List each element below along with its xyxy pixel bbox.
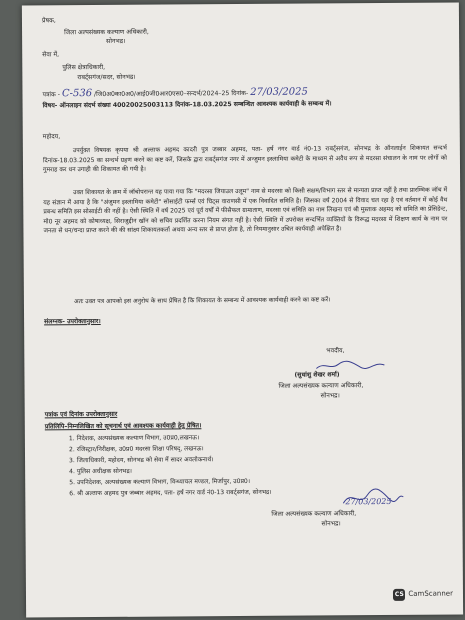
footer-sign-date: 27/03/2025 bbox=[345, 496, 392, 507]
subject bbox=[43, 99, 447, 111]
body-paragraph-3: अतः उक्त पत्र आपको इस अनुरोध के साथ प्रेषित है कि शिकायत के सम्बन्ध में आवश्यक कार्यवाही करने का कष्ट करें। bbox=[73, 296, 331, 306]
signatory-title: जिला अल्पसंख्यक कल्याण अधिकारी, bbox=[278, 382, 364, 390]
reference-suffix: /जि0अ0का0अ0/आई0जी0आर0एस0–सन्दर्भ/2024–25 दिनांक- bbox=[94, 89, 249, 99]
reference-number-handwritten: C-536 bbox=[61, 88, 93, 100]
reference-date-handwritten: 27/03/2025 bbox=[250, 86, 308, 98]
signatory-place: सोनभद्र। bbox=[320, 392, 340, 400]
document-page bbox=[22, 2, 463, 617]
closing: भवदीय, bbox=[326, 347, 345, 355]
sender-line-1: जिला अल्पसंख्यक कल्याण अधिकारी, bbox=[64, 28, 149, 37]
to-label: सेवा में, bbox=[42, 51, 60, 59]
copy-list-item: 6. श्री अल्ताफ अहमद पुत्र जब्बार अहमद, पता- हर्ष नगर वार्ड नं0-13 राबर्ट्सगंज, सोनभद्र। bbox=[69, 488, 272, 498]
subject-label: विषय- bbox=[42, 102, 58, 110]
copy-list-item: 1. निदेशक, अल्पसंख्यक कल्याण विभाग, उ0प्र0,लखनऊ। bbox=[68, 434, 200, 443]
copy-heading: पत्रांक एवं दिनांक उपरोक्तानुसार bbox=[44, 410, 118, 419]
camscanner-icon: CS bbox=[393, 589, 405, 601]
body-paragraph-2: उक्त शिकायत के क्रम में जॉचोपरान्त यह पाया गया कि "मदरसा जियाउल उलूम" नाम से मदरसा को किसी सक्षम/विभाग स्तर से मान्यता प्राप्त नहीं है तथा प्रारम्भिक जॉच में यह संज्ञान में आया है कि "अंजुमन इस्लामिया कमेटी" सोसाईटी फर्म्स एवं चिट्स वाराणसी में एक विवादित समिति है। जिसका वर्ष 2004 से विवाद चल रहा है एवं वर्तमान में कोई वैध प्रबन्ध समिति इस सोसाईटी की नहीं है। ऐसी स्थिति में वर्ष 2025 एवं पूर्व वर्षों में फीसैफल ग्रामाताण, मदरसा एवं समिति का नाम लिखना एवं श्री मुस्ताक अहमद को समिति का प्रेसिडेन्ट, मो0 नूर अहमद को कोषाध्यक्ष, सिराजुद्दीन खॉन को सचिव प्रदर्शित करना नियम संगत नहीं है। ऐसी स्थिति में उपरोक्त सन्दर्भित व्यक्तियों के विरूद्ध मदरसा में शिक्षण कार्य के नाम पर जनता से धन/चन्दा प्राप्त करने की की सांक्ष्य शिकायतकर्ता अथवा अन्य स्तर से प्राप्त होता है, तो नियमानुसार उचित कार्यवाही अपेक्षित है। bbox=[43, 186, 448, 235]
footer-title: जिला अल्पसंख्यक कल्याण अधिकारी, bbox=[271, 510, 357, 518]
copy-list-item: 2. रजिस्ट्रार/निरीक्षक, उ0प्र0 मदरसा शिक्षा परिषद्, लखनऊ। bbox=[68, 445, 204, 454]
copy-list-item: 4. पुलिस अधीक्षक सोनभद्र। bbox=[69, 467, 133, 476]
officer-signature bbox=[312, 359, 402, 372]
copy-intro: प्रतिलिपि–निम्नलिखित को सूचनार्थ एवं आवश्यक कार्यवाही हेतु प्रेषित। bbox=[44, 422, 202, 431]
camscanner-label: CamScanner bbox=[408, 589, 454, 599]
from-label: प्रेषक, bbox=[41, 17, 56, 25]
body-paragraph-1: उपर्युक्त विषयक कृपया श्री अल्ताफ अहमद कादरी पुत्र जब्बार अहमद, पता- हर्ष नगर वार्ड नं0-13 राबर्ट्सगंज, सोनभद्र के ऑनलाईन शिकायत सन्दर्भ दिनांक-18.03.2025 का सन्दर्भ ग्रहण करने का कष्ट करें, जिसके द्वारा राबर्ट्सगंज नगर में अन्जुमन इस्लामिया कमेटी के माध्यम से अवैध रूप से मदरसा संचालन के नाम पर लोगों को गुमराह कर धन उगाही की शिकायत की गयी है। bbox=[42, 144, 447, 174]
footer-place: सोनभद्र। bbox=[321, 520, 341, 528]
recipient-line-1: पुलिस क्षेत्राधिकारी, bbox=[62, 63, 106, 72]
reference-prefix: पत्रांक - bbox=[42, 91, 61, 99]
enclosure-line: संलग्नक- उपरोक्तानुसार। bbox=[44, 317, 101, 326]
copy-list-item: 3. जिलाधिकारी, महोदय, सोनभद्र को सेवा में सादर अवलोकनार्थ। bbox=[69, 456, 214, 465]
sender-line-2: सोनभद्र। bbox=[106, 37, 126, 45]
signatory-name: (सुधांशु शेखर शर्मा) bbox=[294, 371, 340, 379]
salutation: महोदय, bbox=[42, 133, 61, 141]
recipient-line-2: राबर्ट्सगंज/सदर, सोनभद्र। bbox=[77, 73, 136, 82]
reference-line bbox=[42, 86, 307, 101]
copy-list-item: 5. उपनिदेशक, अल्पसंख्यक कल्याण विभाग, विन्ध्याचल मण्डल, मिर्जापुर, उ0प्र0। bbox=[69, 477, 251, 487]
subject-text: ऑनलाइन संदर्भ संख्या 40020025003113 दिनांक-18.03.2025 सम्बन्धित आवश्यक कार्यवाही के सम्बन्ध में। bbox=[59, 100, 332, 110]
camscanner-watermark bbox=[393, 589, 453, 601]
